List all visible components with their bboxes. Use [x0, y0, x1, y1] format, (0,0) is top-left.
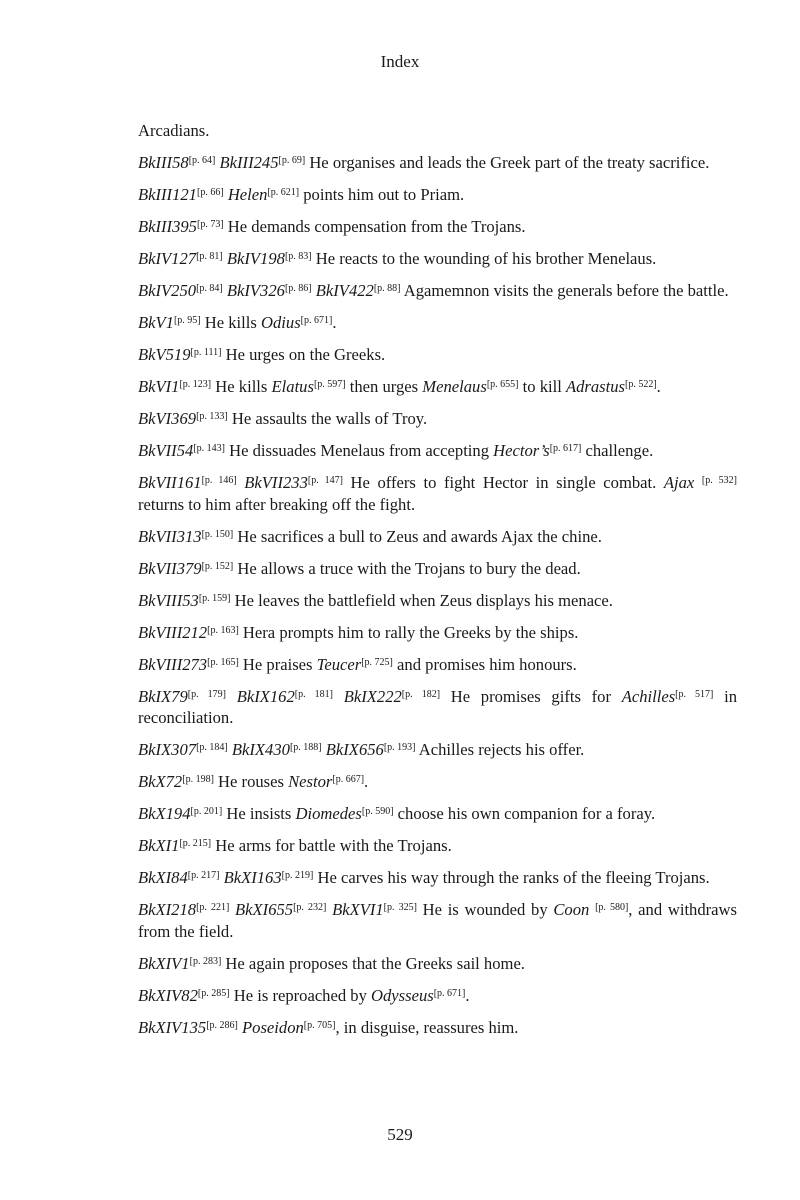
page-reference: [p. 705] — [303, 1019, 336, 1031]
page-reference: [p. 86] — [284, 283, 312, 294]
page-reference: [p. 285] — [197, 987, 230, 999]
book-reference-link[interactable]: BkIX430 — [231, 740, 290, 759]
index-entry — [138, 686, 737, 729]
book-reference-link[interactable]: BkXIV135 — [138, 1017, 207, 1037]
book-reference-link[interactable]: Coon — [553, 900, 590, 919]
entry-text: He assaults the walls of Troy. — [227, 409, 428, 428]
page-reference: [p. 184] — [196, 742, 228, 753]
page-reference: [p. 182] — [401, 688, 441, 700]
page-reference: [p. 83] — [284, 251, 312, 262]
book-reference-link[interactable]: BkVII54 — [138, 441, 194, 460]
page-reference: [p. 179] — [187, 688, 226, 700]
page-number: 529 — [387, 1125, 413, 1144]
index-entry — [138, 590, 737, 612]
page-reference: [p. 219] — [281, 870, 314, 881]
book-reference-link[interactable]: Achilles — [621, 686, 676, 706]
page-reference: [p. 532] — [701, 475, 737, 486]
page-reference: [p. 146] — [201, 475, 237, 486]
book-reference-link[interactable]: BkX194 — [138, 804, 191, 823]
book-reference-link[interactable]: BkV1 — [138, 313, 174, 332]
index-entry — [138, 526, 737, 548]
index-entry — [138, 152, 737, 174]
page-reference: [p. 181] — [294, 688, 334, 700]
entry-text: He is reproached by — [229, 985, 372, 1005]
entry-text: He organises and leads the Greek part of the treaty sacrifice. — [305, 153, 710, 172]
book-reference-link[interactable]: BkXI84 — [138, 868, 188, 887]
entry-text: and promises him honours. — [392, 654, 577, 674]
entry-text: He leaves the battlefield when Zeus displays his menace. — [230, 590, 613, 610]
entry-text — [226, 687, 237, 706]
page-reference: [p. 150] — [201, 528, 234, 540]
page-reference: [p. 325] — [383, 902, 417, 913]
entry-text: . — [364, 772, 369, 791]
index-entry — [138, 344, 737, 366]
entry-text: Arcadians. — [138, 121, 210, 140]
book-reference-link[interactable]: Menelaus — [422, 377, 487, 396]
page-reference: [p. 671] — [433, 987, 466, 999]
entry-text: then urges — [345, 377, 423, 396]
book-reference-link[interactable]: Teucer — [316, 654, 362, 674]
page-reference: [p. 232] — [293, 902, 327, 913]
entry-text: . — [332, 313, 337, 332]
index-entry — [138, 440, 737, 462]
page-reference: [p. 159] — [198, 592, 231, 604]
index-entry — [138, 408, 737, 430]
page-reference: [p. 617] — [549, 443, 582, 454]
page-reference: [p. 123] — [179, 379, 212, 390]
page-reference: [p. 163] — [207, 624, 239, 636]
page-reference: [p. 590] — [361, 806, 394, 817]
entry-text: He urges on the Greeks. — [221, 345, 386, 364]
book-reference-link[interactable]: BkX72 — [138, 772, 183, 791]
index-entry — [138, 248, 737, 270]
page-reference: [p. 64] — [188, 155, 216, 166]
index-entry — [138, 771, 737, 793]
entry-text — [694, 473, 702, 492]
entry-text: challenge. — [581, 441, 654, 460]
book-reference-link[interactable]: BkIX656 — [325, 740, 384, 759]
running-header: Index — [380, 52, 420, 71]
book-reference-link[interactable]: BkVI1 — [138, 377, 180, 396]
page-reference: [p. 517] — [675, 688, 714, 700]
book-reference-link[interactable]: BkIV422 — [315, 281, 374, 300]
book-reference-link[interactable]: BkIX162 — [236, 686, 295, 706]
page-reference: [p. 95] — [173, 315, 201, 326]
entry-text — [333, 687, 344, 706]
page-reference: [p. 152] — [201, 560, 234, 572]
index-entry — [138, 739, 737, 761]
index-entry — [138, 120, 737, 142]
book-reference-link[interactable]: BkXI163 — [223, 868, 282, 887]
page-reference: [p. 66] — [196, 187, 224, 198]
index-entry — [138, 312, 737, 334]
page-reference: [p. 143] — [193, 443, 225, 454]
index-entry — [138, 472, 737, 515]
index-entry — [138, 1017, 737, 1039]
book-reference-link[interactable]: BkIII121 — [138, 185, 197, 204]
index-entry — [138, 558, 737, 580]
entry-text: He sacrifices a bull to Zeus and awards Ajax the chine. — [233, 526, 602, 546]
index-entry — [138, 867, 737, 889]
page-reference: [p. 133] — [196, 411, 228, 422]
book-reference-link[interactable]: BkIX79 — [138, 686, 188, 706]
entry-text: . — [656, 377, 661, 396]
index-entry — [138, 985, 737, 1007]
page-reference: [p. 165] — [207, 656, 239, 668]
index-entry — [138, 622, 737, 644]
book-reference-link[interactable]: BkIII395 — [138, 217, 197, 236]
book-reference-link[interactable]: Nestor — [288, 772, 333, 791]
index-entry — [138, 184, 737, 206]
page-reference: [p. 69] — [278, 155, 306, 166]
page-reference: [p. 580] — [595, 902, 629, 913]
entry-text: He offers to fight Hector in single combat. — [342, 473, 664, 492]
entry-text: He again proposes that the Greeks sail home. — [221, 953, 525, 973]
page-reference: [p. 198] — [182, 774, 214, 785]
index-entry — [138, 835, 737, 857]
index-entry — [138, 376, 737, 398]
book-reference-link[interactable]: BkVIII273 — [138, 654, 208, 674]
index-entry — [138, 803, 737, 825]
page-reference: [p. 621] — [267, 187, 300, 198]
page-reference: [p. 81] — [196, 251, 223, 262]
book-reference-link[interactable]: BkVII233 — [244, 473, 308, 492]
book-reference-link[interactable]: BkXVI1 — [332, 900, 384, 919]
page-reference: [p. 597] — [313, 379, 346, 390]
entry-text: Agamemnon visits the generals before the battle. — [400, 281, 729, 300]
page-reference: [p. 725] — [361, 656, 393, 668]
page-reference: [p. 147] — [307, 475, 343, 486]
page-reference: [p. 215] — [179, 838, 212, 849]
book-reference-link[interactable]: Ajax — [663, 473, 695, 492]
page-reference: [p. 667] — [332, 774, 365, 785]
entry-text: He praises — [238, 654, 317, 674]
book-reference-link[interactable]: BkIII58 — [138, 153, 189, 172]
book-reference-link[interactable]: BkIV250 — [138, 281, 197, 300]
entry-text: He rouses — [213, 772, 289, 791]
entry-text: He arms for battle with the Trojans. — [211, 836, 452, 855]
book-reference-link[interactable]: BkIX222 — [343, 686, 402, 706]
book-reference-link[interactable]: Poseidon — [242, 1017, 304, 1037]
index-entry — [138, 216, 737, 238]
entry-text: . — [465, 985, 470, 1005]
entry-text: choose his own companion for a foray. — [393, 804, 656, 823]
entry-text: in reconciliation. — [138, 686, 738, 727]
index-entries — [138, 120, 737, 1049]
entry-text: , in disguise, reassures him. — [335, 1017, 519, 1037]
book-reference-link[interactable]: BkXI218 — [138, 900, 197, 919]
page-reference: [p. 73] — [196, 219, 224, 230]
index-entry — [138, 899, 737, 942]
book-reference-link[interactable]: Elatus — [271, 377, 314, 396]
page-reference: [p. 286] — [206, 1019, 238, 1031]
page-reference: [p. 84] — [196, 283, 223, 294]
entry-text: Hera prompts him to rally the Greeks by the ships. — [238, 622, 579, 642]
page-reference: [p. 111] — [190, 347, 222, 358]
book-reference-link[interactable]: BkVIII212 — [138, 622, 208, 642]
index-entry — [138, 654, 737, 676]
book-reference-link[interactable]: Hector’s — [493, 441, 550, 460]
book-reference-link[interactable]: BkXIV82 — [138, 985, 198, 1005]
book-reference-link[interactable]: BkIII245 — [219, 153, 279, 172]
page-reference: [p. 193] — [383, 742, 416, 753]
entry-text: He promises gifts for — [440, 686, 622, 706]
entry-text: He insists — [222, 804, 296, 823]
book-reference-link[interactable]: BkXI655 — [235, 900, 294, 919]
book-reference-link[interactable]: BkV519 — [138, 345, 191, 364]
entry-text: He dissuades Menelaus from accepting — [224, 441, 494, 460]
page-reference: [p. 217] — [187, 870, 220, 881]
book-reference-link[interactable]: Odysseus — [371, 985, 434, 1005]
entry-text: points him out to Priam. — [299, 185, 465, 204]
book-reference-link[interactable]: BkVI369 — [138, 409, 197, 428]
book-reference-link[interactable]: BkVII379 — [138, 558, 202, 578]
entry-text: He is wounded by — [416, 900, 554, 919]
page-reference: [p. 188] — [289, 742, 322, 753]
page-reference: [p. 655] — [486, 379, 519, 390]
book-reference-link[interactable]: BkVII313 — [138, 526, 202, 546]
book-reference-link[interactable]: BkXI1 — [138, 836, 180, 855]
entry-text: He allows a truce with the Trojans to bury the dead. — [233, 558, 581, 578]
index-entry — [138, 953, 737, 975]
page-reference: [p. 283] — [189, 955, 222, 967]
book-reference-link[interactable]: BkIV326 — [226, 281, 285, 300]
book-reference-link[interactable]: BkIV198 — [226, 249, 285, 268]
page-reference: [p. 671] — [300, 315, 333, 326]
book-reference-link[interactable]: Adrastus — [565, 377, 625, 396]
index-entry — [138, 280, 737, 302]
page-reference: [p. 88] — [373, 283, 401, 294]
book-reference-link[interactable]: BkVIII53 — [138, 590, 199, 610]
entry-text: He reacts to the wounding of his brother Menelaus. — [311, 249, 657, 268]
entry-text: , and withdraws from the field. — [138, 900, 737, 941]
page-reference: [p. 221] — [196, 902, 230, 913]
book-reference-link[interactable]: BkIX307 — [138, 740, 197, 759]
entry-text: returns to him after breaking off the fight. — [138, 494, 416, 514]
page-reference: [p. 201] — [190, 806, 223, 817]
book-reference-link[interactable]: BkXIV1 — [138, 953, 190, 973]
entry-text: He demands compensation from the Trojans. — [223, 217, 526, 236]
entry-text: He kills — [211, 377, 272, 396]
book-reference-link[interactable]: Helen — [227, 185, 268, 204]
entry-text: He kills — [200, 313, 261, 332]
book-reference-link[interactable]: BkIV127 — [138, 249, 197, 268]
entry-text: Achilles rejects his offer. — [415, 740, 585, 759]
entry-text: to kill — [518, 377, 566, 396]
book-reference-link[interactable]: Odius — [261, 313, 301, 332]
entry-text: He carves his way through the ranks of the fleeing Trojans. — [313, 868, 710, 887]
page-reference: [p. 522] — [624, 379, 657, 390]
book-reference-link[interactable]: Diomedes — [295, 804, 362, 823]
book-reference-link[interactable]: BkVII161 — [138, 473, 202, 492]
